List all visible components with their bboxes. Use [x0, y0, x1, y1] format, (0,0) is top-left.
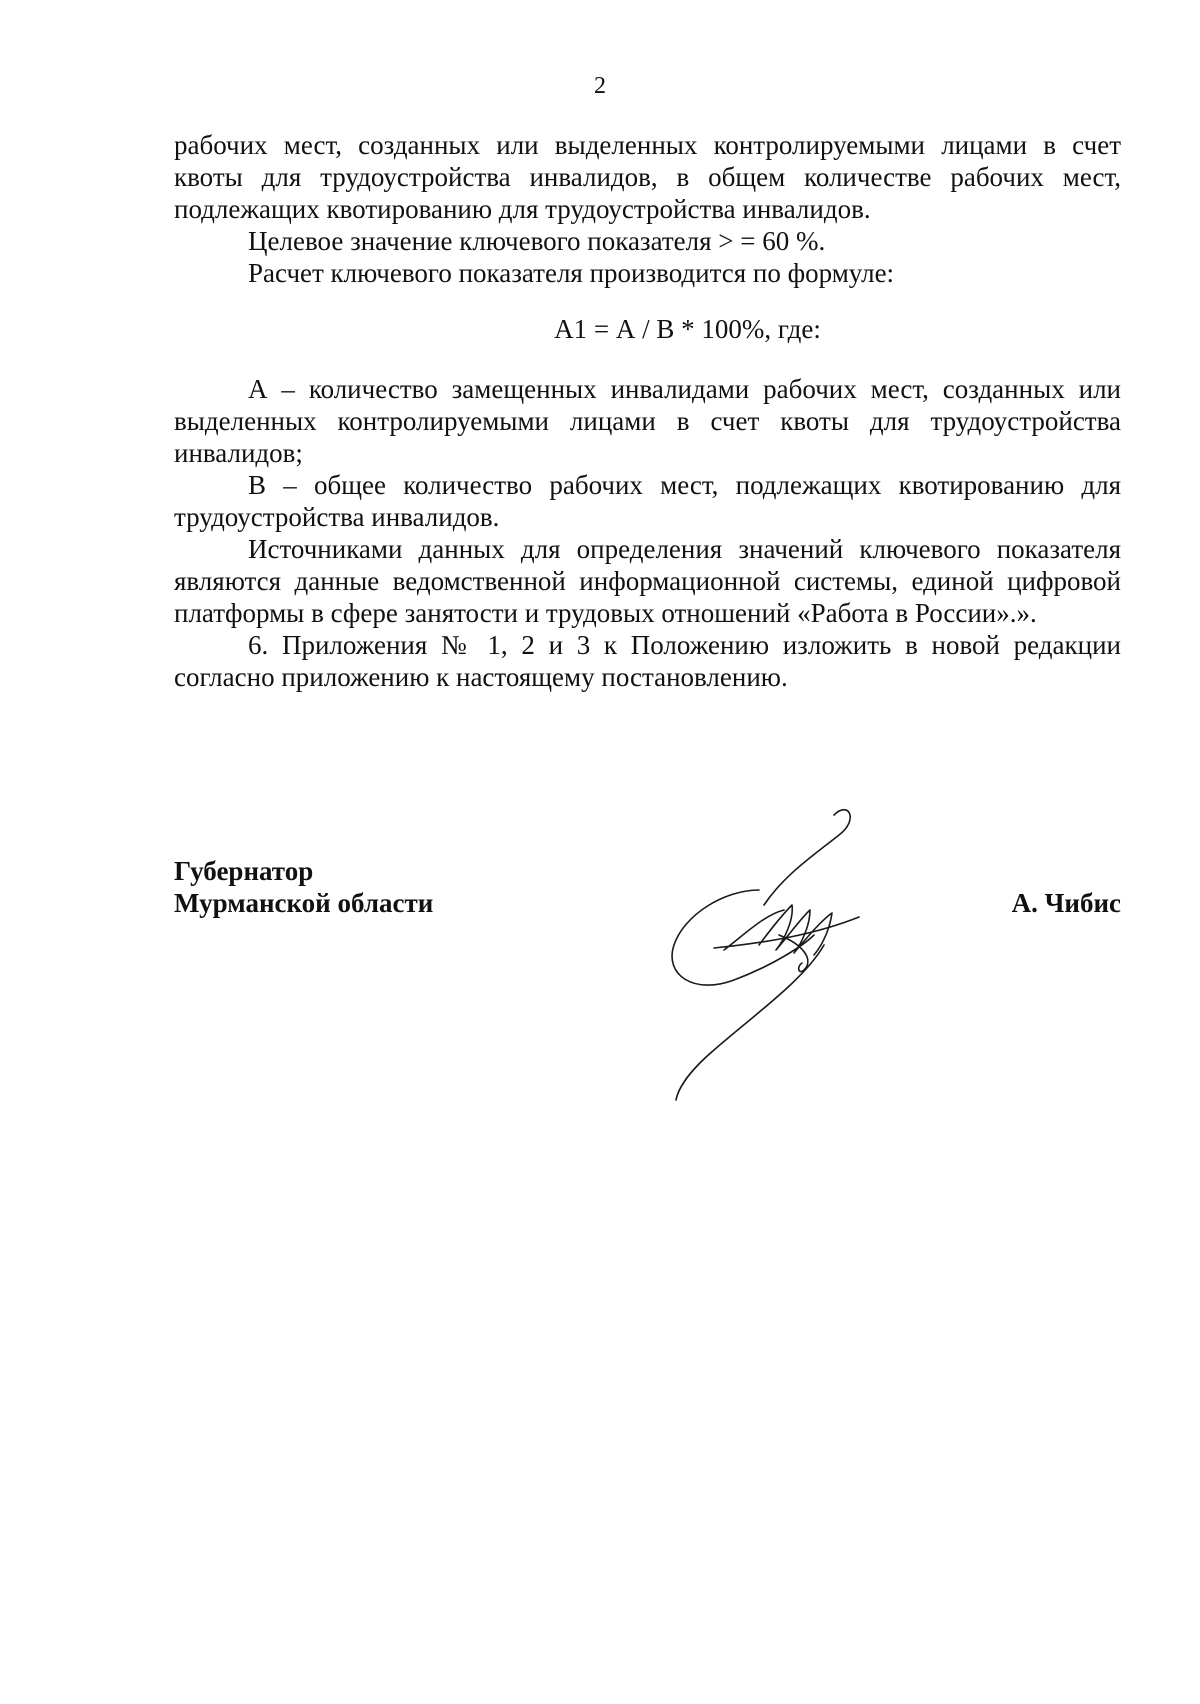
- paragraph-target-value: Целевое значение ключевого показателя > = 60 %.: [248, 226, 826, 256]
- signatory-title-line1: Губернатор: [174, 856, 314, 886]
- document-body: [174, 129, 1121, 693]
- paragraph-definition-a: А – количество замещенных инвалидами рабочих мест, созданных или выделенных контролируемыми лицами в счет квоты для трудоустройства инвалидов;: [174, 374, 1121, 468]
- handwritten-signature: [664, 795, 894, 1105]
- paragraph-calculation-intro: Расчет ключевого показателя производится по формуле:: [248, 258, 895, 288]
- paragraph-data-sources: Источниками данных для определения значений ключевого показателя являются данные ведомственной информационной системы, единой цифровой платформы в сфере занятости и трудовых отношений «Работа в России».».: [174, 534, 1121, 628]
- signature-block: [174, 855, 1121, 1115]
- paragraph-item-6: 6. Приложения № 1, 2 и 3 к Положению изложить в новой редакции согласно приложению к настоящему постановлению.: [174, 630, 1121, 692]
- signatory-title: [174, 855, 433, 919]
- signatory-name: А. Чибис: [1011, 888, 1121, 918]
- formula: А1 = А / В * 100%, где:: [554, 314, 821, 344]
- signatory-title-line2: Мурманской области: [174, 888, 434, 918]
- paragraph-continuation: рабочих мест, созданных или выделенных контролируемыми лицами в счет квоты для трудоустройства инвалидов, в общем количестве рабочих мест, подлежащих квотированию для трудоустройства инвалидов.: [174, 130, 1121, 224]
- page-number: 2: [594, 73, 606, 99]
- paragraph-definition-b: В – общее количество рабочих мест, подлежащих квотированию для трудоустройства инвалидов.: [174, 470, 1121, 532]
